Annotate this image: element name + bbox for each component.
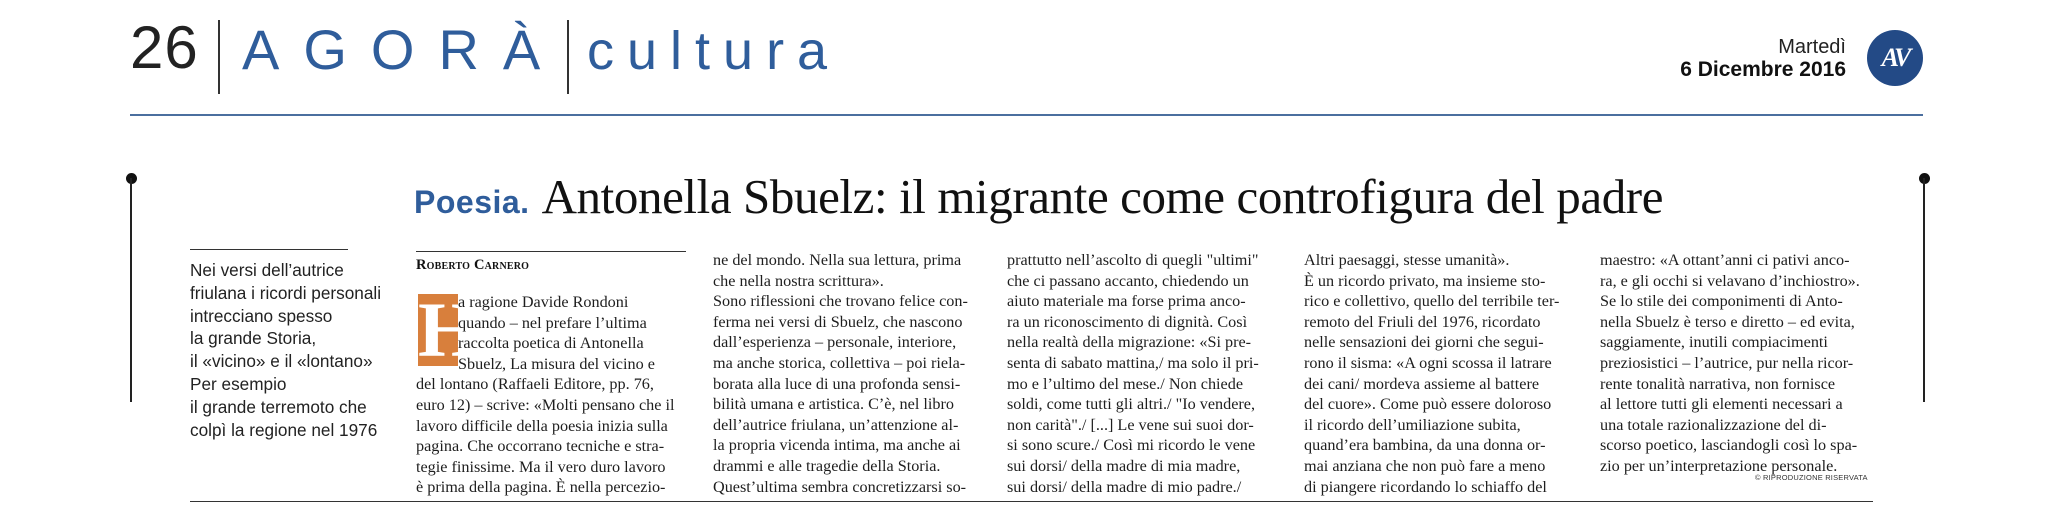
body-text-line: Sbuelz, La misura del vicino e — [458, 354, 655, 373]
byline-rule — [416, 251, 686, 252]
body-text-line: quando – nel prefare l’ultima — [458, 313, 647, 332]
body-text-line: al lettore tutti gli elementi necessari a — [1600, 395, 1843, 414]
body-text-line: nelle sensazioni dei giorni che segui- — [1304, 333, 1544, 352]
article-headline — [414, 169, 1664, 224]
text-column-4 — [1304, 250, 1576, 497]
summary-line: il «vicino» e il «lontano» — [190, 351, 373, 372]
body-text-line: aiuto materiale ma forse prima anco- — [1007, 292, 1246, 311]
body-text-line: maestro: «A ottant’anni ci pativi anco- — [1600, 251, 1850, 269]
body-text-line: saggiamente, inutili compiacimenti — [1600, 333, 1828, 352]
summary-line: la grande Storia, — [190, 328, 317, 349]
body-text-line: euro 12) – scrive: «Molti pensano che il — [416, 395, 675, 414]
body-text-line: che ci passano accanto, chiedendo un — [1007, 271, 1249, 290]
masthead-separator — [218, 20, 220, 94]
body-text-line: senta di sabato mattina,/ ma solo il pri- — [1007, 353, 1259, 372]
body-text-line: dei cani/ mordeva assieme al battere — [1304, 374, 1540, 393]
body-text-line: una totale razionalizzazione del di- — [1600, 415, 1827, 434]
body-text-line: dell’autrice friulana, un’attenzione al- — [713, 415, 959, 434]
body-text-line: la propria vicenda intima, ma anche ai — [713, 436, 961, 455]
drop-cap: H — [418, 286, 479, 373]
body-text-line: raccolta poetica di Antonella — [458, 334, 644, 353]
body-text-line: sui dorsi/ della madre di mia madre, — [1007, 456, 1241, 475]
body-text-line: mo e l’ultimo del mese./ Non chiede — [1007, 374, 1244, 393]
body-text-line: remoto del Friuli del 1976, ricordato — [1304, 312, 1541, 331]
text-column-5 — [1600, 250, 1872, 477]
masthead-separator — [567, 20, 569, 94]
body-text-line: nella realtà della migrazione: «Si pre- — [1007, 333, 1252, 352]
body-text-line: rente tonalità narrativa, non fornisce — [1600, 374, 1836, 393]
body-text-line: rono il sisma: «A ogni scossa il latrare — [1304, 353, 1552, 372]
text-column-2 — [713, 250, 985, 497]
issue-day: Martedì — [1778, 36, 1846, 58]
summary-line: friulana i ricordi personali — [190, 282, 382, 303]
frame-line-right — [1923, 178, 1925, 402]
body-text-line: pagina. Che occorrano tecniche e stra- — [416, 437, 665, 456]
byline: Roberto Carnero — [416, 257, 530, 273]
body-text-line: di piangere ricordando lo schiaffo del — [1304, 477, 1547, 496]
section-title: AGORÀ — [242, 18, 565, 81]
body-text-line: ferma nei versi di Sbuelz, che nascono — [713, 312, 963, 331]
summary-line: Per esempio — [190, 373, 287, 394]
summary-line: colpì la regione nel 1976 — [190, 419, 378, 440]
body-text-line: Altri paesaggi, stesse umanità». — [1304, 251, 1510, 269]
article-bottom-rule — [190, 501, 1873, 502]
body-text-line: Se lo stile dei componimenti di Anto- — [1600, 292, 1843, 311]
body-text-line: borata alla luce di una profonda sensi- — [713, 374, 961, 393]
body-text-line: bilità umana e artistica. C’è, nel libro — [713, 395, 954, 414]
headline-kicker: Poesia. — [414, 184, 530, 220]
summary-line: il grande terremoto che — [190, 396, 367, 417]
body-text-line: lavoro difficile della poesia inizia sulla — [416, 416, 668, 435]
masthead-rule — [130, 114, 1923, 116]
subsection-title: cultura — [587, 21, 841, 81]
body-text-line: tegie finissime. Ma il vero duro lavoro — [416, 457, 666, 476]
body-text-line: soldi, come tutti gli altri./ "Io vendere, — [1007, 395, 1256, 414]
body-text-line: sui dorsi/ della madre di mio padre./ — [1007, 477, 1242, 496]
body-text-line: preziosistici – l’autrice, pur nella ricor- — [1600, 353, 1854, 372]
body-text-line: dall’esperienza – personale, interiore, — [713, 333, 957, 352]
body-text-line: mai anziana che non può fare a meno — [1304, 456, 1546, 475]
body-text-line: non carità"./ [...] Le vene sui suoi dor- — [1007, 415, 1254, 434]
body-text-line: è prima della pagina. È nella percezio- — [416, 478, 666, 497]
body-text-line: del cuore». Come può essere doloroso — [1304, 395, 1552, 414]
summary-rule — [190, 249, 348, 250]
body-text-line: che nella nostra scrittura». — [713, 271, 884, 290]
text-column-3 — [1007, 250, 1279, 497]
body-text-line: ne del mondo. Nella sua lettura, prima — [713, 251, 962, 269]
body-text-line: del lontano (Raffaeli Editore, pp. 76, — [416, 375, 654, 394]
body-text-line: ma anche storica, collettiva – poi riela- — [713, 353, 966, 372]
body-text-line: prattutto nell’ascolto di quegli "ultimi" — [1007, 251, 1259, 269]
summary-line: Nei versi dell’autrice — [190, 260, 344, 280]
page-number: 26 — [130, 14, 199, 81]
text-column-1 — [416, 286, 688, 498]
body-text-line: scorso poetico, lasciandogli così lo spa- — [1600, 436, 1858, 455]
body-text-line: nella Sbuelz è terso e diretto – ed evita, — [1600, 312, 1855, 331]
body-text-line: a ragione Davide Rondoni — [458, 293, 629, 311]
body-text-line: È un ricordo privato, ma insieme sto- — [1304, 271, 1546, 290]
issue-date: 6 Dicembre 2016 — [1680, 58, 1846, 81]
body-text-line: quand’era bambina, da una donna or- — [1304, 436, 1546, 455]
summary-line: intrecciano spesso — [190, 305, 333, 326]
body-text-line: rico e collettivo, quello del terribile ter- — [1304, 292, 1560, 311]
body-text-line: zio per un’interpretazione personale. — [1600, 456, 1838, 475]
copyright-notice: © RIPRODUZIONE RISERVATA — [1755, 473, 1868, 482]
article-summary — [190, 259, 390, 441]
body-text-line: ra, e gli occhi si velavano d’inchiostro». — [1600, 271, 1860, 290]
body-text-line: si sono scure./ Così mi ricordo le vene — [1007, 436, 1256, 455]
body-text-line: Quest’ultima sembra concretizzarsi so- — [713, 477, 967, 496]
body-text-line: Sono riflessioni che trovano felice con- — [713, 292, 968, 311]
newspaper-logo: AV — [1867, 30, 1923, 86]
body-text-line: il ricordo dell’umiliazione subita, — [1304, 415, 1521, 434]
headline-title: Antonella Sbuelz: il migrante come controfigura del padre — [541, 169, 1664, 224]
body-text-line: ra un riconoscimento di dignità. Così — [1007, 312, 1248, 331]
frame-line-left — [130, 178, 132, 402]
body-text-line: drammi e alle tragedie della Storia. — [713, 456, 941, 475]
